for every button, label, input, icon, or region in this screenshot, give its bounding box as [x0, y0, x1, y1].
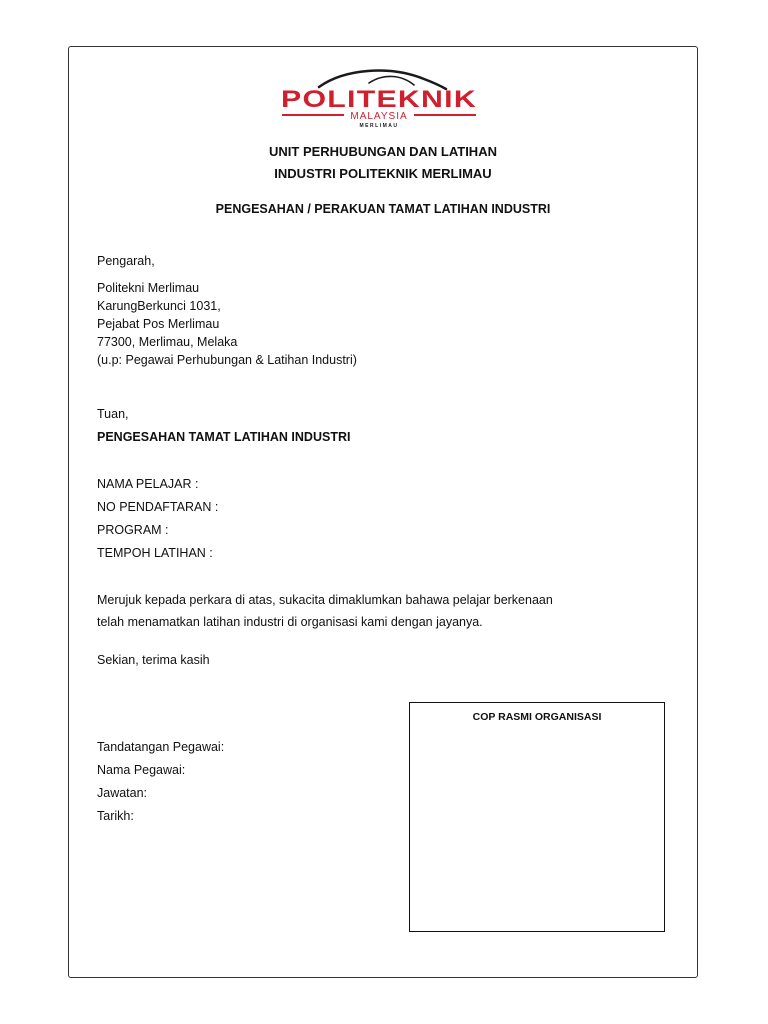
unit-title-line2: INDUSTRI POLITEKNIK MERLIMAU [274, 166, 492, 181]
logo-campus: MERLIMAU [359, 123, 399, 129]
logo-country: MALAYSIA [350, 111, 408, 122]
official-stamp-box [409, 702, 665, 932]
letter-body-line2: telah menamatkan latihan industri di organisasi kami dengan jayanya. [97, 615, 483, 629]
program-field: PROGRAM : [97, 523, 169, 537]
politeknik-logo [274, 63, 484, 129]
student-name-field: NAMA PELAJAR : [97, 477, 199, 491]
unit-title-line1: UNIT PERHUBUNGAN DAN LATIHAN [269, 144, 497, 159]
document-subtitle: PENGESAHAN / PERAKUAN TAMAT LATIHAN INDUSTRI [215, 202, 551, 216]
document-page [68, 46, 698, 978]
letter-subject: PENGESAHAN TAMAT LATIHAN INDUSTRI [97, 430, 351, 444]
recipient-salutation: Pengarah, [97, 254, 155, 268]
officer-signature-field: Tandatangan Pegawai: [97, 740, 225, 754]
date-field: Tarikh: [97, 809, 134, 823]
address-line: KarungBerkunci 1031, [97, 299, 221, 313]
officer-name-field: Nama Pegawai: [97, 763, 186, 777]
stamp-label: COP RASMI ORGANISASI [472, 711, 602, 723]
address-line: Politekni Merlimau [97, 281, 200, 295]
training-period-field: TEMPOH LATIHAN : [97, 546, 213, 560]
logo-wordmark: POLITEKNIK [281, 86, 477, 113]
logo-swoosh-inner [369, 76, 414, 85]
address-line: Pejabat Pos Merlimau [97, 317, 220, 331]
position-field: Jawatan: [97, 786, 148, 800]
address-line: (u.p: Pegawai Perhubungan & Latihan Industri) [97, 353, 357, 367]
letter-closing: Sekian, terima kasih [97, 653, 210, 667]
letter-greeting: Tuan, [97, 407, 129, 421]
address-line: 77300, Merlimau, Melaka [97, 335, 238, 349]
registration-no-field: NO PENDAFTARAN : [97, 500, 219, 514]
letter-body-line1: Merujuk kepada perkara di atas, sukacita dimaklumkan bahawa pelajar berkenaan [97, 593, 553, 607]
